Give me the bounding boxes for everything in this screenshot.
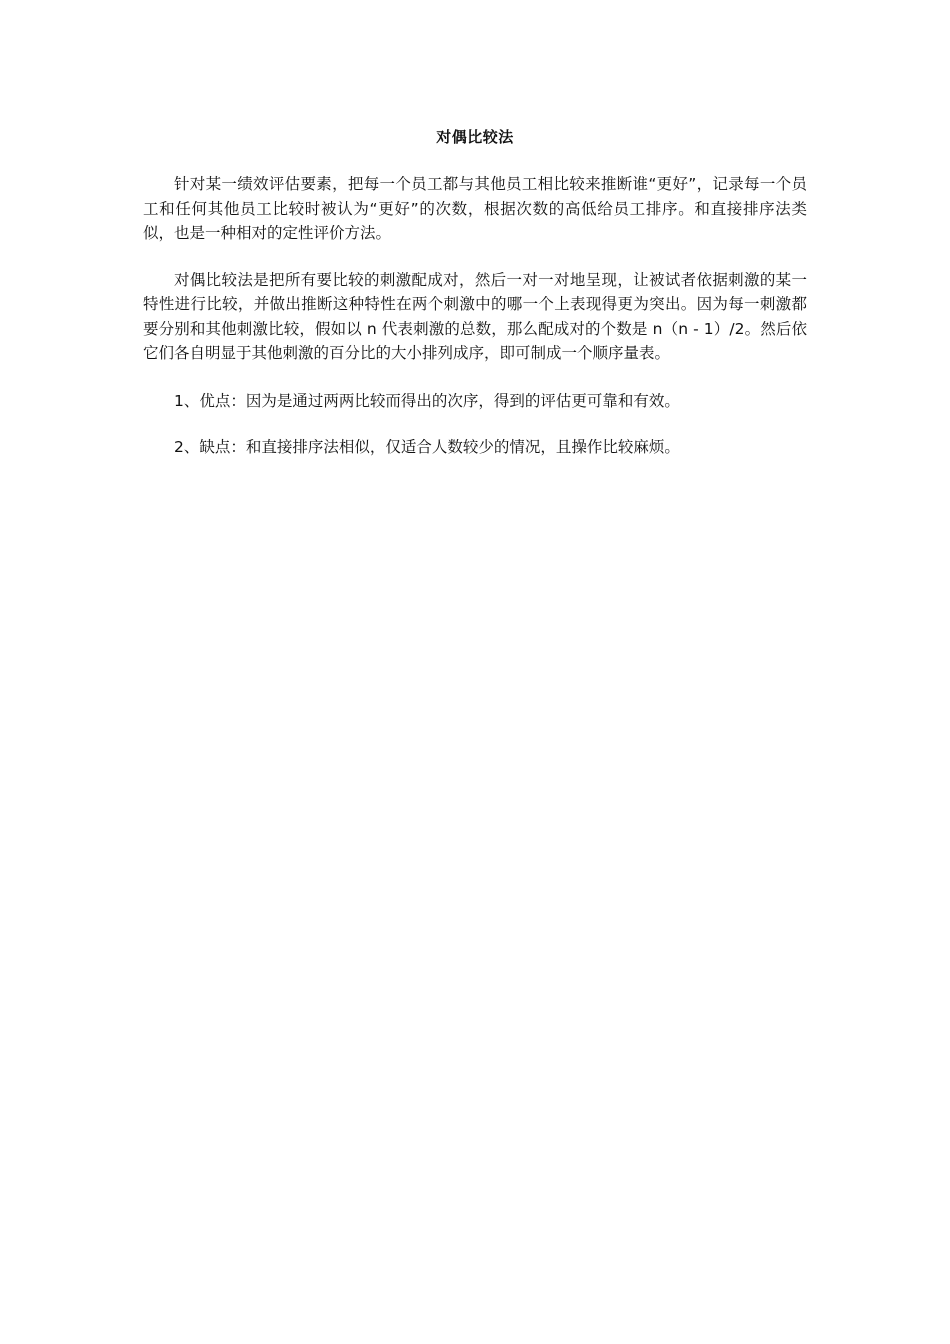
document-page <box>143 124 807 482</box>
paragraph-disadvantages: 2、缺点：和直接排序法相似，仅适合人数较少的情况，且操作比较麻烦。 <box>174 438 680 456</box>
paragraph-definition: 针对某一绩效评估要素，把每一个员工都与其他员工相比较来推断谁“更好”，记录每一个员工和任何其他员工比较时被认为“更好”的次数，根据次数的高低给员工排序。和直接排序法类似，也是一种相对的定性评价方法。 <box>143 175 807 242</box>
paragraph-advantages: 1、优点：因为是通过两两比较而得出的次序，得到的评估更可靠和有效。 <box>174 391 680 410</box>
document-title: 对偶比较法 <box>436 128 514 146</box>
paragraph-method: 对偶比较法是把所有要比较的刺激配成对，然后一对一对地呈现，让被试者依据刺激的某一特性进行比较，并做出推断这种特性在两个刺激中的哪一个上表现得更为突出。因为每一刺激都要分别和其他刺激比较，假如以 n 代表刺激的总数，那么配成对的个数是 n（n - 1）/2。然后依它们各自明显于其他刺激的百分比的大小排列成序，即可制成一个顺序量表。 <box>143 270 807 362</box>
